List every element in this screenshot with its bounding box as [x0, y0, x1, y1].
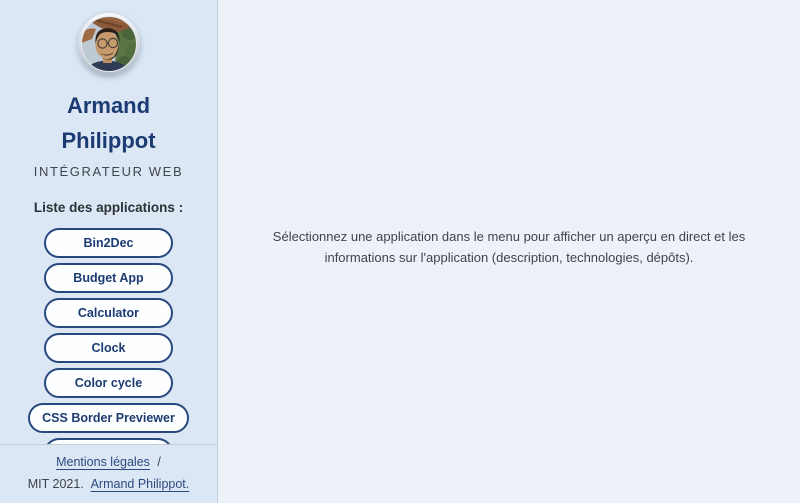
apps-list-label: Liste des applications : — [33, 200, 184, 215]
site-title — [61, 88, 155, 158]
site-title-line2: Philippot — [61, 128, 156, 153]
apps-nav — [28, 228, 189, 444]
job-title: INTÉGRATEUR WEB — [33, 164, 184, 179]
app-button-css-border-previewer[interactable]: CSS Border Previewer — [28, 403, 189, 433]
sidebar-main — [0, 0, 217, 444]
author-link[interactable]: Armand Philippot. — [90, 477, 190, 491]
app-button-calculator[interactable]: Calculator — [44, 298, 173, 328]
footer-separator: / — [157, 455, 161, 469]
site-title-line1: Armand — [66, 93, 151, 118]
placeholder-message-line2: informations sur l'application (description, technologies, dépôts). — [324, 249, 694, 265]
legal-link[interactable]: Mentions légales — [56, 455, 150, 469]
app-button-budget-app[interactable]: Budget App — [44, 263, 173, 293]
sidebar-footer — [0, 444, 217, 503]
app-button-bin2dec[interactable]: Bin2Dec — [44, 228, 173, 258]
footer-legal-line — [56, 455, 161, 469]
sidebar — [0, 0, 218, 503]
footer-license-line — [28, 477, 190, 491]
app-button-color-cycle[interactable]: Color cycle — [44, 368, 173, 398]
license-text: MIT 2021. — [27, 477, 84, 491]
avatar — [78, 13, 140, 75]
placeholder-message-line1: Sélectionnez une application dans le menu pour afficher un aperçu en direct et les — [272, 228, 746, 244]
main-content — [218, 0, 800, 503]
placeholder-message — [273, 226, 745, 268]
avatar-photo — [78, 13, 140, 75]
app-button-clock[interactable]: Clock — [44, 333, 173, 363]
